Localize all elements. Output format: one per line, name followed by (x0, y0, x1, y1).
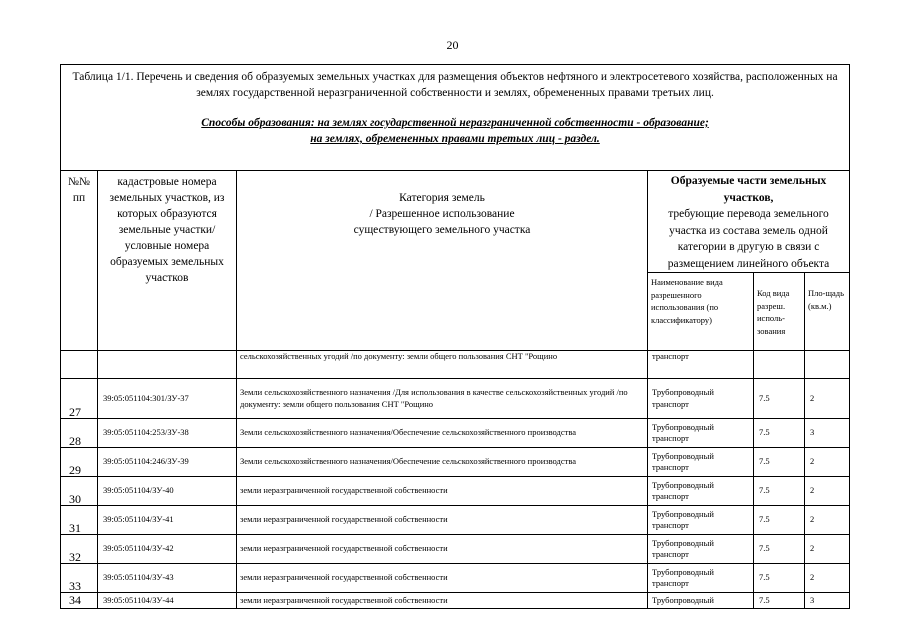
land-category: земли неразграниченной государственной собственности (237, 593, 648, 609)
table-row (61, 564, 850, 593)
row-number: 27 (61, 379, 98, 419)
use-kind-code: 7.5 (754, 593, 805, 609)
use-kind-code: 7.5 (754, 448, 805, 477)
cadastral-number: 39:05:051104:301/ЗУ-37 (98, 379, 237, 419)
row-number: 33 (61, 564, 98, 593)
land-plots-table (60, 64, 850, 609)
cadastral-number: 39:05:051104/ЗУ-41 (98, 506, 237, 535)
row-number: 31 (61, 506, 98, 535)
formation-method-line-2: на землях, обремененных правами третьих лиц - раздел. (310, 133, 600, 145)
use-kind-code: 7.5 (754, 379, 805, 419)
caption-title: Таблица 1/1. Перечень и сведения об образуемых земельных участках для размещения объектов нефтяного и электросетевого хозяйства, расположенных на землях государственной неразграниченной собственности и землях, обремененных правами третьих лиц. (72, 71, 838, 99)
cadastral-number: 39:05:051104/ЗУ-40 (98, 477, 237, 506)
row-number: 30 (61, 477, 98, 506)
use-kind-code: 7.5 (754, 564, 805, 593)
row-number: 32 (61, 535, 98, 564)
use-kind-code: 7.5 (754, 506, 805, 535)
land-category: сельскохозяйственных угодий /по документу: земли общего пользования СНТ "Рощино (237, 351, 648, 379)
header-category-line-2: / Разрешенное использование (369, 208, 515, 220)
land-category: земли неразграниченной государственной собственности (237, 535, 648, 564)
header-category-line-1: Категория земель (399, 192, 485, 204)
use-kind-name: Трубопроводный транспорт (648, 506, 754, 535)
land-category: земли неразграниченной государственной собственности (237, 564, 648, 593)
use-kind-name: Трубопроводный транспорт (648, 448, 754, 477)
use-kind-name: Трубопроводный транспорт (648, 419, 754, 448)
use-kind-name: транспорт (648, 351, 754, 379)
land-category: Земли сельскохозяйственного назначения /Для использования в качестве сельскохозяйственных угодий /по документу: земли общего пользования СНТ "Рощино (237, 379, 648, 419)
header-row (61, 171, 850, 273)
table-caption (61, 65, 850, 171)
land-category: Земли сельскохозяйственного назначения/Обеспечение сельскохозяйственного производства (237, 448, 648, 477)
land-category: Земли сельскохозяйственного назначения/Обеспечение сельскохозяйственного производства (237, 419, 648, 448)
table-row (61, 477, 850, 506)
use-kind-name: Трубопроводный (648, 593, 754, 609)
cadastral-number: 39:05:051104/ЗУ-43 (98, 564, 237, 593)
area-value: 3 (805, 419, 850, 448)
cadastral-number: 39:05:051104:253/ЗУ-38 (98, 419, 237, 448)
table-row (61, 379, 850, 419)
area-value: 3 (805, 593, 850, 609)
use-kind-code: 7.5 (754, 419, 805, 448)
page-number: 20 (446, 38, 459, 52)
cadastral-number: 39:05:051104/ЗУ-44 (98, 593, 237, 609)
cadastral-number (98, 351, 237, 379)
land-category: земли неразграниченной государственной собственности (237, 477, 648, 506)
header-parts (648, 171, 850, 273)
header-category-line-3: существующего земельного участка (353, 224, 531, 236)
header-parts-title: Образуемые части земельных участков, (670, 175, 827, 204)
header-kind-code: Код вида разреш. исполь-зования (754, 273, 805, 351)
use-kind-code: 7.5 (754, 535, 805, 564)
land-category: земли неразграниченной государственной собственности (237, 506, 648, 535)
table-row (61, 593, 850, 609)
row-number: 34 (61, 593, 98, 609)
row-number: 29 (61, 448, 98, 477)
header-category (237, 171, 648, 351)
table-row (61, 506, 850, 535)
use-kind-name: Трубопроводный транспорт (648, 535, 754, 564)
use-kind-name: Трубопроводный транспорт (648, 477, 754, 506)
header-cadastral: кадастровые номера земельных участков, из которых образуются земельные участки/ условные номера образуемых земельных участков (98, 171, 237, 351)
area-value: 2 (805, 448, 850, 477)
header-num: №№ пп (61, 171, 98, 351)
use-kind-code: 7.5 (754, 477, 805, 506)
table-row (61, 535, 850, 564)
header-parts-desc: требующие перевода земельного участка из состава земель одной категории в другую в связи с размещением линейного объекта (667, 208, 830, 270)
header-area: Пло-щадь (кв.м.) (805, 273, 850, 351)
area-value: 2 (805, 477, 850, 506)
cadastral-number: 39:05:051104/ЗУ-42 (98, 535, 237, 564)
area-value: 2 (805, 379, 850, 419)
table-row (61, 351, 850, 379)
use-kind-code (754, 351, 805, 379)
row-number: 28 (61, 419, 98, 448)
area-value: 2 (805, 564, 850, 593)
area-value: 2 (805, 506, 850, 535)
formation-method-line-1: Способы образования: на землях государственной неразграниченной собственности - образование; (201, 117, 709, 129)
row-number (61, 351, 98, 379)
caption-row (61, 65, 850, 171)
use-kind-name: Трубопроводный транспорт (648, 379, 754, 419)
header-kind-name: Наименование вида разрешенного использования (по классификатору) (648, 273, 754, 351)
cadastral-number: 39:05:051104:246/ЗУ-39 (98, 448, 237, 477)
use-kind-name: Трубопроводный транспорт (648, 564, 754, 593)
table-row (61, 448, 850, 477)
area-value (805, 351, 850, 379)
table-row (61, 419, 850, 448)
area-value: 2 (805, 535, 850, 564)
